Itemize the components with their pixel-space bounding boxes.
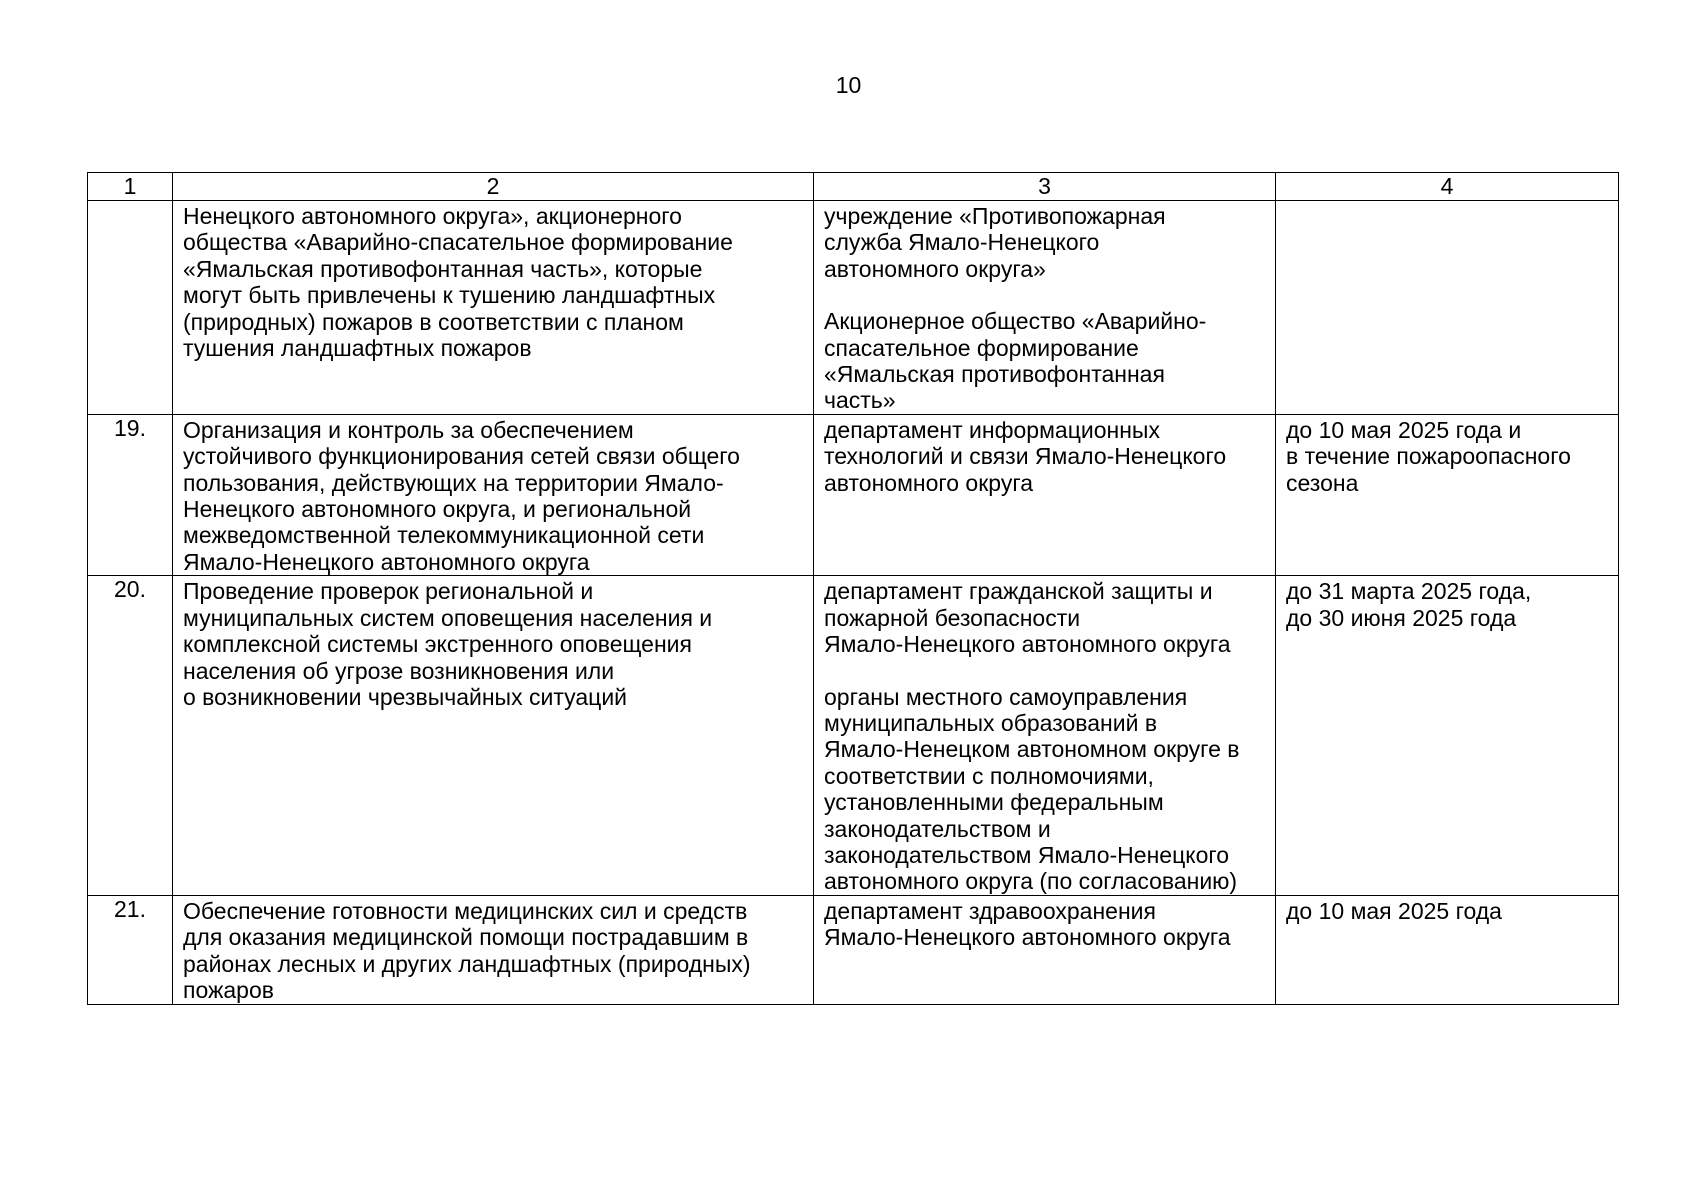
deadline-text: до 10 мая 2025 года и в течение пожароопасного сезона	[1286, 416, 1571, 496]
table-row	[88, 414, 1619, 575]
action-cell	[173, 414, 814, 575]
deadline-cell	[1276, 414, 1619, 575]
action-cell	[173, 895, 814, 1004]
action-cell	[173, 576, 814, 895]
table-row	[88, 201, 1619, 415]
action-text: Проведение проверок региональной и муниципальных систем оповещения населения и комплексной системы экстренного оповещения населения об угрозе возникновения или о возникновении чрезвычайных ситуаций	[183, 578, 713, 710]
responsible-text: департамент гражданской защиты и пожарной безопасности Ямало-Ненецкого автономного округа	[824, 578, 1231, 658]
action-text: Ненецкого автономного округа», акционерного общества «Аварийно-спасательное формирование «Ямальская противофонтанная часть», которые могут быть привлечены к тушению ландшафтных (природных) пожаров в соответствии с планом тушения ландшафтных пожаров	[183, 203, 733, 362]
action-cell	[173, 201, 814, 415]
deadline-text: до 10 мая 2025 года	[1286, 897, 1502, 924]
column-header: 1	[88, 173, 173, 201]
responsible-text: департамент информационных технологий и связи Ямало-Ненецкого автономного округа	[824, 416, 1227, 496]
column-header: 2	[173, 173, 814, 201]
table-header-row	[88, 173, 1619, 201]
responsible-cell	[814, 201, 1276, 415]
action-text: Обеспечение готовности медицинских сил и средств для оказания медицинской помощи пострадавшим в районах лесных и других ландшафтных (природных) пожаров	[183, 897, 751, 1003]
responsible-text: Акционерное общество «Аварийно- спасательное формирование «Ямальская противофонтанная часть»	[824, 308, 1207, 414]
column-header: 4	[1276, 173, 1619, 201]
row-number: 20.	[88, 576, 173, 895]
table-row	[88, 895, 1619, 1004]
page-number: 10	[835, 72, 862, 98]
column-header: 3	[814, 173, 1276, 201]
responsible-cell	[814, 895, 1276, 1004]
responsible-text: департамент здравоохранения Ямало-Ненецкого автономного округа	[824, 897, 1231, 951]
responsible-cell	[814, 576, 1276, 895]
row-number: 21.	[88, 895, 173, 1004]
row-number: 19.	[88, 414, 173, 575]
deadline-text: до 31 марта 2025 года, до 30 июня 2025 года	[1286, 578, 1532, 631]
action-text: Организация и контроль за обеспечением устойчивого функционирования сетей связи общего пользования, действующих на территории Ямало- Ненецкого автономного округа, и региональной межведомственной телекоммуникационной сети Ямало-Ненецкого автономного округа	[183, 416, 740, 575]
deadline-cell	[1276, 576, 1619, 895]
responsible-cell	[814, 414, 1276, 575]
deadline-cell	[1276, 201, 1619, 415]
deadline-cell	[1276, 895, 1619, 1004]
responsible-text: органы местного самоуправления муниципальных образований в Ямало-Ненецком автономном округе в соответствии с полномочиями, установленными федеральным законодательством и законодательством Ямало-Ненецкого автономного округа (по согласованию)	[824, 683, 1240, 895]
responsible-text: учреждение «Противопожарная служба Ямало-Ненецкого автономного округа»	[824, 203, 1166, 282]
row-number	[88, 201, 173, 415]
activities-table	[87, 172, 1619, 1005]
table-row	[88, 576, 1619, 895]
